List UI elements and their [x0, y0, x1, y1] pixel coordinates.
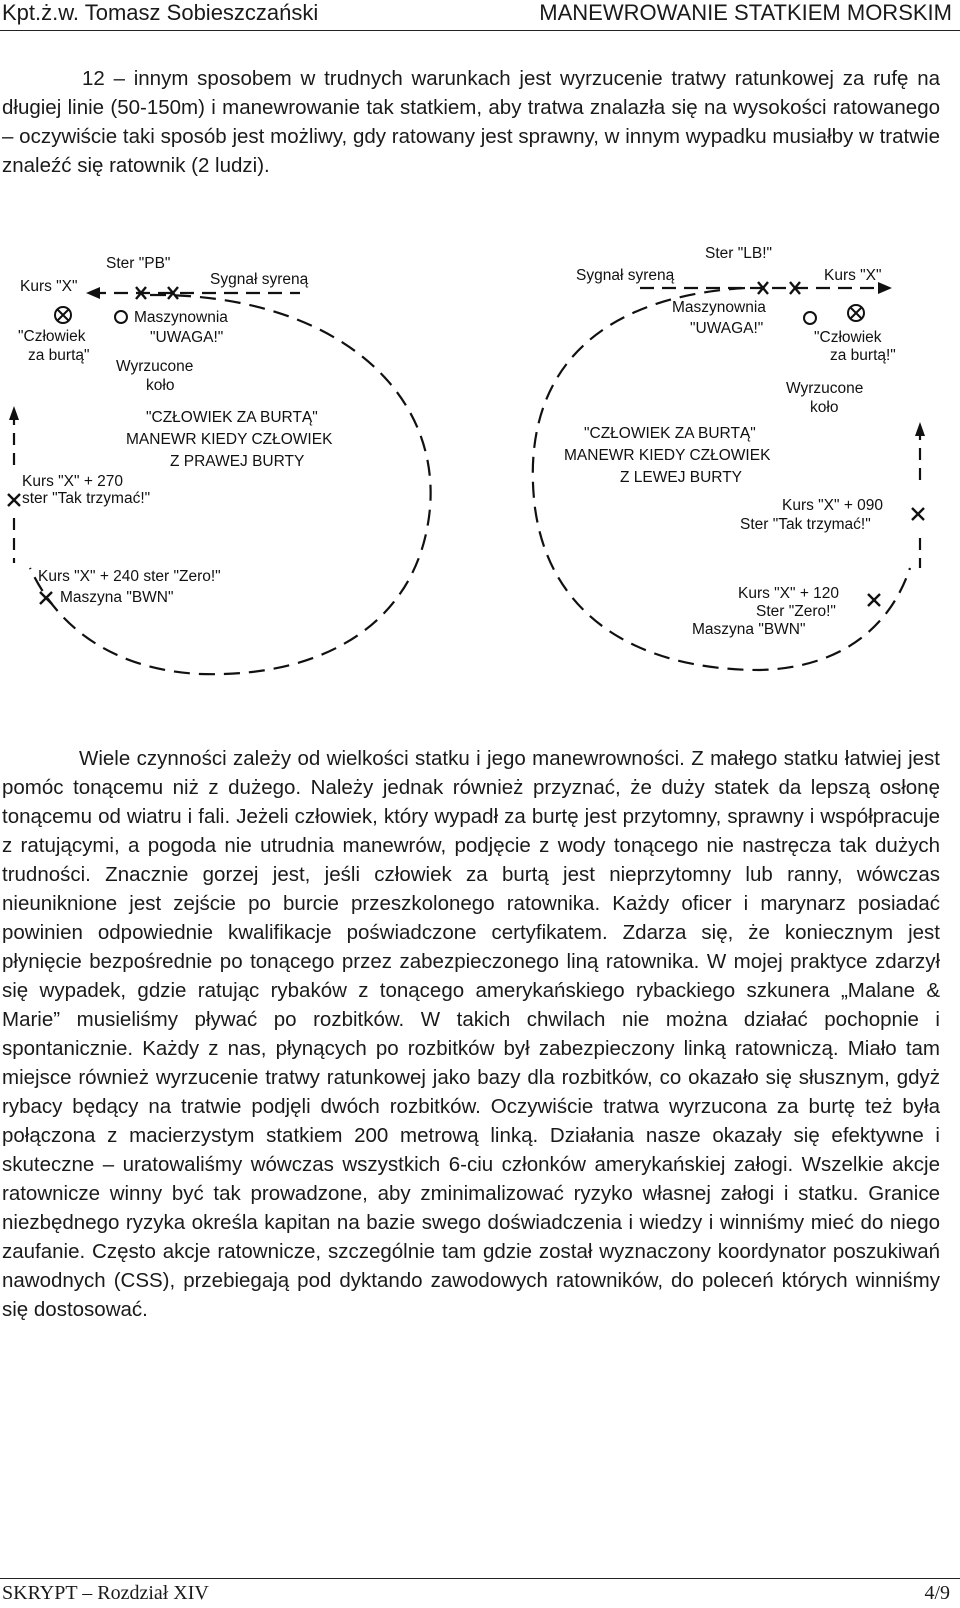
right-wyrzucone-line2: koło	[810, 399, 839, 416]
left-maszyna-label: Maszyna "BWN"	[60, 589, 174, 606]
right-sygnal-label: Sygnał syreną	[576, 267, 675, 284]
man-overboard-diagrams	[0, 238, 960, 700]
right-title-line1: "CZŁOWIEK ZA BURTĄ"	[584, 425, 756, 442]
intro-paragraph: 12 – innym sposobem w trudnych warunkach jest wyrzucenie tratwy ratunkowej za rufę na długiej linie (50-150m) i manewrowanie tak statkiem, aby tratwa znalazła się na wysokości ratowanego – oczywiście taki sposób jest możliwy, gdy ratowany jest sprawny, w innym wypadku musiałby w tratwie znaleźć się ratownik (2 ludzi).	[2, 67, 940, 177]
right-maszyna-label: Maszyna "BWN"	[692, 621, 806, 638]
left-sygnal-label: Sygnał syreną	[210, 271, 309, 288]
header-title: MANEWROWANIE STATKIEM MORSKIM	[539, 0, 952, 25]
right-lifebuoy-icon	[804, 312, 816, 324]
right-ster-tak-label: Ster "Tak trzymać!"	[740, 516, 871, 533]
right-kurs-090-label: Kurs "X" + 090	[782, 497, 884, 514]
left-maszynownia-label: Maszynownia	[134, 309, 228, 326]
footer-rule	[0, 1578, 960, 1579]
right-maszynownia-label: Maszynownia	[672, 299, 766, 316]
left-north-arrow	[9, 406, 19, 420]
page-header	[0, 0, 960, 30]
right-czlowiek-line1: "Człowiek	[814, 329, 882, 346]
right-man-overboard-icon	[848, 305, 864, 321]
footer-chapter: SKRYPT – Rozdział XIV	[2, 1582, 209, 1604]
right-north-arrow	[915, 422, 925, 436]
right-title-line2: MANEWR KIEDY CZŁOWIEK	[564, 447, 771, 464]
left-uwaga-label: "UWAGA!"	[150, 329, 224, 346]
right-title-line3: Z LEWEJ BURTY	[620, 469, 743, 486]
left-title-line3: Z PRAWEJ BURTY	[170, 453, 305, 470]
left-wyrzucone-line1: Wyrzucone	[116, 358, 194, 375]
left-kurs-label: Kurs "X"	[20, 278, 78, 295]
left-man-overboard-icon	[55, 307, 71, 323]
right-kurs-120-label: Kurs "X" + 120	[738, 585, 840, 602]
header-author: Kpt.ż.w. Tomasz Sobieszczański	[2, 0, 319, 25]
right-uwaga-label: "UWAGA!"	[690, 320, 764, 337]
left-wyrzucone-line2: koło	[146, 377, 175, 394]
main-paragraph: Wiele czynności zależy od wielkości statku i jego manewrowności. Z małego statku łatwiej jest pomóc tonącemu niż z dużego. Należy jednak również przyznać, że duży statek da lepszą osłonę tonącemu od wiatru i fali. Jeżeli człowiek, który wypadł za burtę jest przytomny, sprawny i współpracuje z ratującymi, a pogoda nie utrudnia manewrów, podjęcie z wody tonącego nie nastręcza tak dużych trudności. Znacznie gorzej jest, jeśli człowiek za burtą jest nieprzytomny lub ranny, wówczas nieuniknione jest zejście po burcie przeszkolonego ratownika. Każdy oficer i marynarz posiadać powinien odpowiednie kwalifikacje poświadczone certyfikatem. Zdarza się, że koniecznym jest płynięcie bezpośrednie po tonącego przez zabezpieczonego liną ratownika. W mojej praktyce zdarzył się wypadek, gdzie ratując rybaków z tonącego amerykańskiego rybackiego szkunera „Malane & Marie” musieliśmy pływać po rozbitków. W takich chwilach nie można działać pochopnie i spontanicznie. Każdy z nas, płynących po rozbitków był zabezpieczony linką ratowniczą. Miało tam miejsce również wyrzucenie tratwy ratunkowej jako bazy dla rozbitków, co okazało się słusznym, gdyż rybacy będący na tratwie podjęli dwóch rozbitków. Oczywiście tratwa wyrzucona za burtę też była połączona z macierzystym statkiem 200 metrową linką. Działania nasze okazały się efektywne i skuteczne – uratowaliśmy wówczas wszystkich 6-ciu członków amerykańskiej załogi. Wszelkie akcje ratownicze winny być tak prowadzone, aby zminimalizować ryzyko własnej załogi i statku. Granice niezbędnego ryzyka określa kapitan na bazie swego doświadczenia i wiedzy i winniśmy mieć do niego zaufanie. Często akcje ratownicze, szczególnie tam gdzie został wyznaczony koordynator poszukiwań nawodnych (CSS), przebiegają pod dyktando zawodowych ratowników, do poleceń których winniśmy się dostosować.	[2, 747, 940, 1321]
right-ster-label: Ster "LB!"	[705, 245, 773, 262]
right-kurs-label: Kurs "X"	[824, 267, 882, 284]
left-kurs-270-label: Kurs "X" + 270	[22, 473, 124, 490]
left-czlowiek-line1: "Człowiek	[18, 328, 86, 345]
right-ster-zero-label: Ster "Zero!"	[756, 603, 836, 620]
left-course-arrow	[86, 287, 100, 299]
right-czlowiek-line2: za burtą!"	[830, 347, 896, 364]
left-czlowiek-line2: za burtą"	[28, 347, 90, 364]
left-title-line2: MANEWR KIEDY CZŁOWIEK	[126, 431, 333, 448]
left-lifebuoy-icon	[115, 311, 127, 323]
left-ster-tak-label: ster "Tak trzymać!"	[22, 490, 151, 507]
left-ster-label: Ster "PB"	[106, 255, 171, 272]
page-number: 4/9	[924, 1582, 950, 1604]
left-kurs-240-label: Kurs "X" + 240 ster "Zero!"	[38, 568, 221, 585]
right-wyrzucone-line1: Wyrzucone	[786, 380, 864, 397]
left-title-line1: "CZŁOWIEK ZA BURTĄ"	[146, 409, 318, 426]
header-rule	[0, 30, 960, 31]
